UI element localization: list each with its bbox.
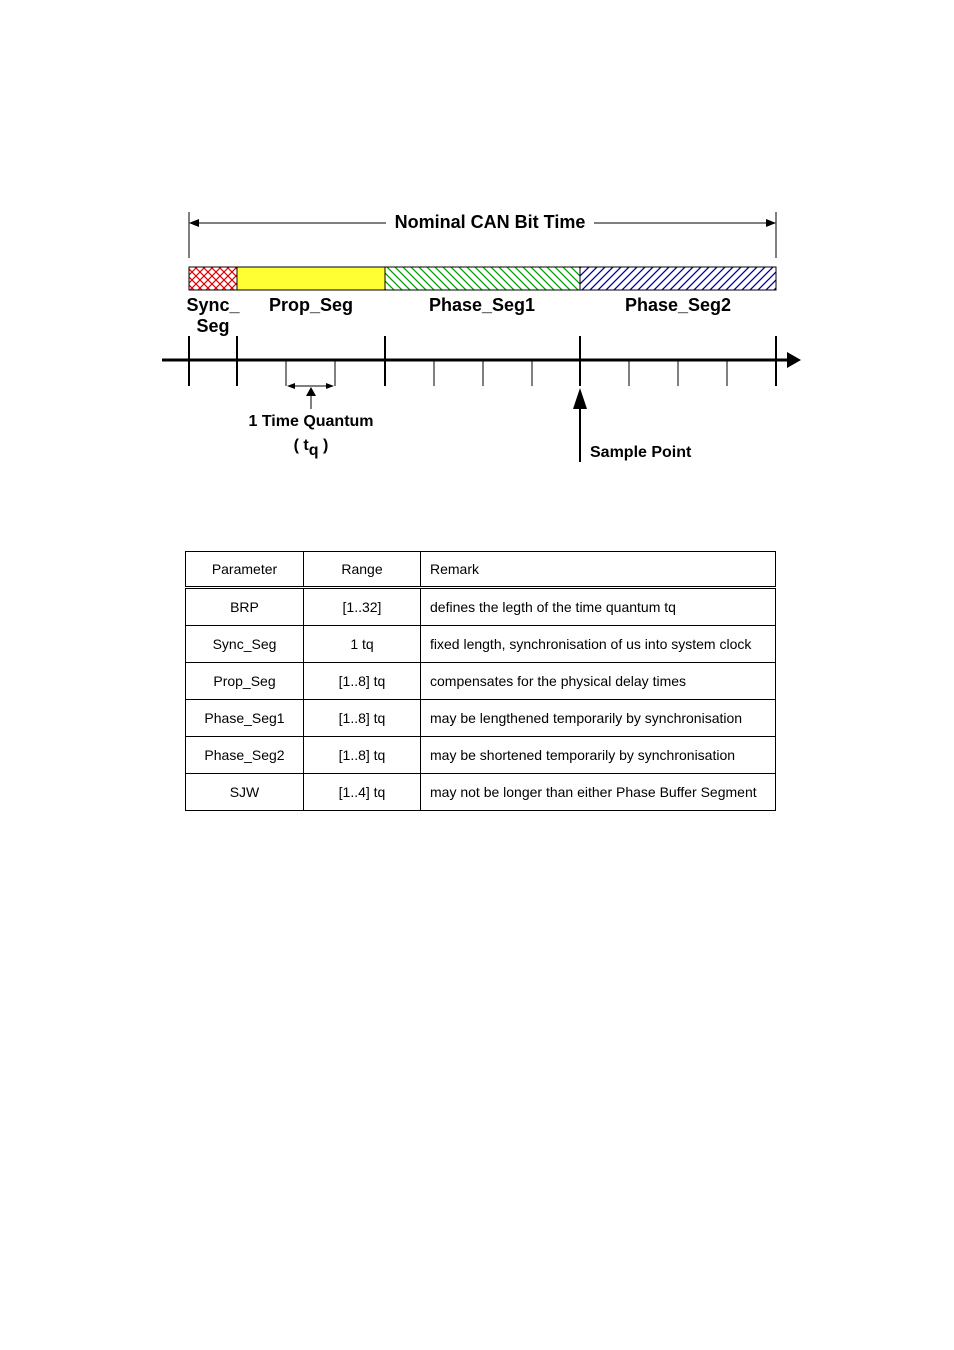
segment-prop-seg-bar bbox=[237, 267, 385, 290]
parameter-table bbox=[185, 551, 776, 811]
header-remark: Remark bbox=[421, 552, 776, 588]
cell-parameter: Sync_Seg bbox=[186, 626, 304, 663]
cell-remark: compensates for the physical delay times bbox=[421, 663, 776, 700]
cell-range: 1 tq bbox=[304, 626, 421, 663]
cell-parameter: SJW bbox=[186, 774, 304, 811]
sample-point-arrow-icon bbox=[573, 388, 587, 409]
segment-sync-seg-bar bbox=[189, 267, 237, 290]
cell-range: [1..8] tq bbox=[304, 700, 421, 737]
cell-range: [1..8] tq bbox=[304, 737, 421, 774]
header-parameter: Parameter bbox=[186, 552, 304, 588]
can-bit-timing-diagram bbox=[0, 0, 954, 500]
time-axis-arrow-icon bbox=[787, 352, 801, 368]
bit-time-title: Nominal CAN Bit Time bbox=[394, 212, 586, 232]
cell-parameter: Phase_Seg2 bbox=[186, 737, 304, 774]
tq-pointer-arrow-icon bbox=[306, 387, 316, 396]
table-row bbox=[186, 700, 776, 737]
segment-phase-seg2-bar bbox=[580, 267, 776, 290]
cell-range: [1..4] tq bbox=[304, 774, 421, 811]
segment-phase-seg1-label: Phase_Seg1 bbox=[428, 295, 536, 315]
table-row bbox=[186, 663, 776, 700]
segment-sync-seg-label-line2: Seg bbox=[196, 316, 230, 336]
cell-parameter: Phase_Seg1 bbox=[186, 700, 304, 737]
cell-remark: may be lengthened temporarily by synchronisation bbox=[421, 700, 776, 737]
table-row bbox=[186, 737, 776, 774]
cell-remark: may be shortened temporarily by synchronisation bbox=[421, 737, 776, 774]
cell-range: [1..32] bbox=[304, 588, 421, 626]
cell-range: [1..8] tq bbox=[304, 663, 421, 700]
segment-sync-seg-label-line1: Sync_ bbox=[186, 295, 240, 315]
tq-symbol-label: ( tq ) bbox=[293, 437, 329, 459]
cell-remark: may not be longer than either Phase Buffer Segment bbox=[421, 774, 776, 811]
table-row bbox=[186, 626, 776, 663]
segment-phase-seg1-bar bbox=[385, 267, 580, 290]
header-range: Range bbox=[304, 552, 421, 588]
cell-remark: defines the legth of the time quantum tq bbox=[421, 588, 776, 626]
cell-remark: fixed length, synchronisation of us into system clock bbox=[421, 626, 776, 663]
segment-phase-seg2-label: Phase_Seg2 bbox=[624, 295, 732, 315]
cell-parameter: BRP bbox=[186, 588, 304, 626]
table-row bbox=[186, 774, 776, 811]
time-quantum-label: 1 Time Quantum bbox=[248, 413, 374, 430]
table-row bbox=[186, 588, 776, 626]
cell-parameter: Prop_Seg bbox=[186, 663, 304, 700]
sample-point-label: Sample Point bbox=[590, 444, 692, 461]
segment-prop-seg-label: Prop_Seg bbox=[268, 295, 354, 315]
table-header-row bbox=[186, 552, 776, 588]
